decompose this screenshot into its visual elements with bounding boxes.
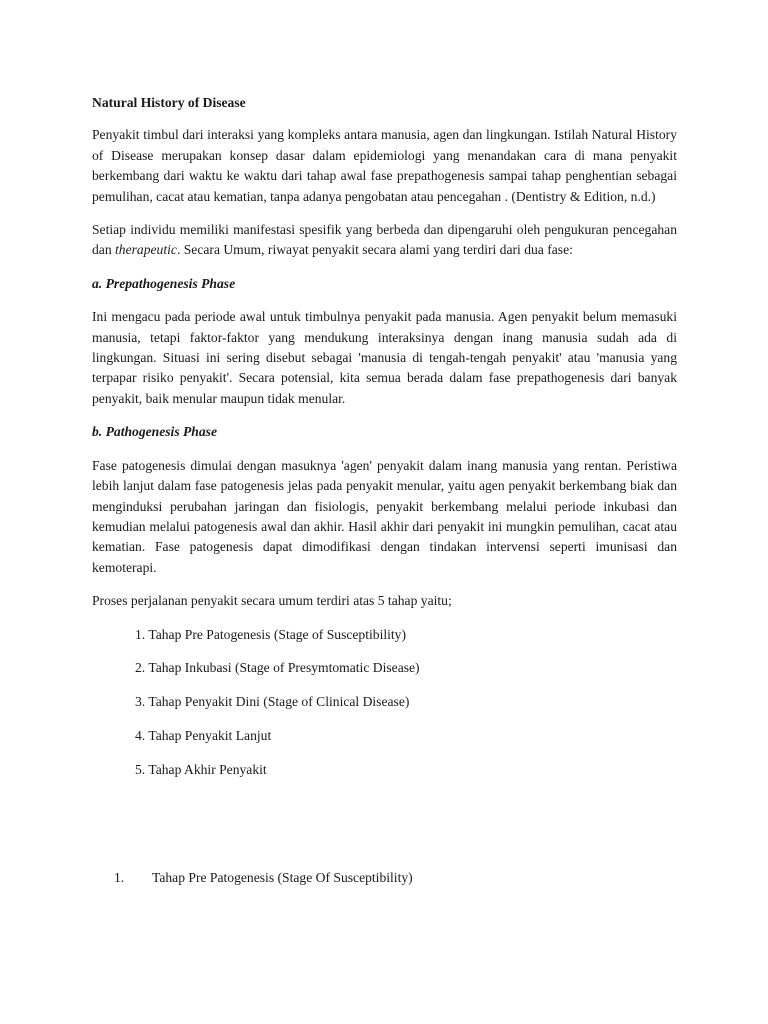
section-number: 1. [114, 870, 125, 885]
paragraph-prepathogenesis: Ini mengacu pada periode awal untuk timbulnya penyakit pada manusia. Agen penyakit belum memasuki manusia, tetapi faktor-faktor yang mendukung interaksinya dengan inang manusia sudah ada di lingkungan. Situasi ini sering disebut sebagai 'manusia di tengah-tengah penyakit' atau 'manusia yang terpapar risiko penyakit'. Secara potensial, kita semua berada dalam fase prepathogenesis dari banyak penyakit, baik menular maupun tidak menular. [92, 309, 677, 406]
therapeutic-term: therapeutic [115, 242, 177, 258]
stage-item: 1. Tahap Pre Patogenesis (Stage of Susceptibility) [135, 626, 407, 642]
section-title: Tahap Pre Patogenesis (Stage Of Susceptibility) [152, 870, 413, 885]
stage-item: 5. Tahap Akhir Penyakit [135, 762, 267, 778]
heading-pathogenesis: b. Pathogenesis Phase [92, 424, 217, 440]
stages-intro: Proses perjalanan penyakit secara umum terdiri atas 5 tahap yaitu; [92, 593, 452, 609]
heading-prepathogenesis: a. Prepathogenesis Phase [92, 275, 236, 291]
stage-item: 4. Tahap Penyakit Lanjut [135, 728, 272, 744]
document-page [92, 93, 677, 794]
document-title: Natural History of Disease [92, 95, 246, 110]
paragraph-phases [92, 220, 677, 261]
paragraph-phases-text-2: . Secara Umum, riwayat penyakit secara alami yang terdiri dari dua fase: [176, 242, 573, 258]
paragraph-pathogenesis: Fase patogenesis dimulai dengan masuknya 'agen' penyakit dalam inang manusia yang rentan. Peristiwa lebih lanjut dalam fase patogenesis jelas pada penyakit menular, yaitu agen penyakit berkembang biak dan menginduksi perubahan jaringan dan fisiologis, penyakit berkembang melalui periode inkubasi dan kemudian melalui patogenesis awal dan akhir. Hasil akhir dari penyakit ini mungkin pemulihan, cacat atau kematian. Fase patogenesis dapat dimodifikasi dengan tindakan intervensi seperti imunisasi dan kemoterapi. [92, 457, 677, 575]
stage-item: 2. Tahap Inkubasi (Stage of Presymtomatic Disease) [135, 660, 420, 676]
stages-list [92, 625, 677, 781]
paragraph-phases-text-1: Setiap individu memiliki manifestasi spesifik yang berbeda dan dipengaruhi oleh pengukuran pencegahan dan [92, 222, 677, 258]
stage-item: 3. Tahap Penyakit Dini (Stage of Clinical Disease) [135, 694, 410, 710]
section-heading-stage-1 [114, 868, 413, 888]
paragraph-intro: Penyakit timbul dari interaksi yang kompleks antara manusia, agen dan lingkungan. Istilah Natural History of Disease merupakan konsep dasar dalam epidemiologi yang menandakan cara di mana penyakit berkembang dari waktu ke waktu dari tahap awal fase prepathogenesis sampai tahap penghentian sebagai pemulihan, cacat atau kematian, tanpa adanya pengobatan atau pencegahan . (Dentistry & Edition, n.d.) [92, 127, 677, 204]
